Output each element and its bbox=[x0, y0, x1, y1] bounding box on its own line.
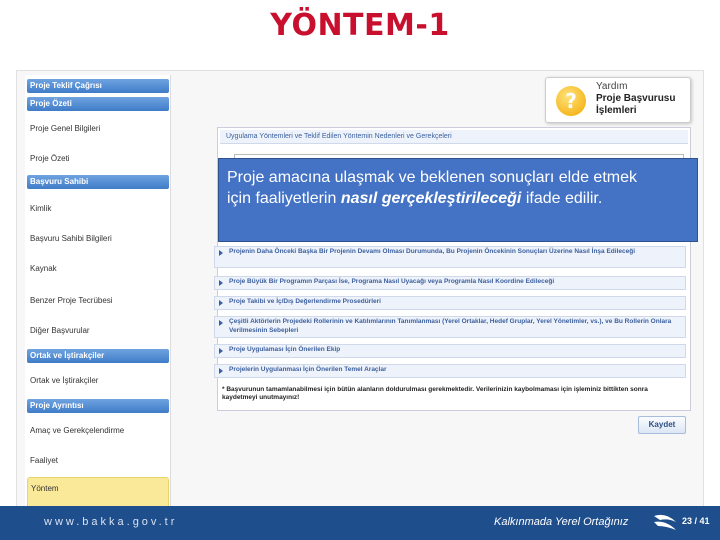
expand-arrow-icon bbox=[219, 368, 223, 374]
expand-arrow-icon bbox=[219, 300, 223, 306]
section-program-parcasi[interactable] bbox=[214, 276, 686, 290]
save-button[interactable] bbox=[638, 416, 686, 434]
expand-arrow-icon bbox=[219, 250, 223, 256]
sidebar-item-kaynak[interactable]: Kaynak bbox=[30, 264, 57, 273]
section-aktorlerin-rolleri[interactable] bbox=[214, 316, 686, 338]
agency-logo-icon bbox=[652, 510, 678, 536]
sidebar-item-basvuru-sahibi-header[interactable]: Başvuru Sahibi bbox=[27, 175, 169, 189]
callout-line2-c: ifade edilir. bbox=[521, 190, 603, 207]
expand-arrow-icon bbox=[219, 280, 223, 286]
help-label: Yardım bbox=[596, 81, 628, 92]
sidebar-item-faaliyet[interactable]: Faaliyet bbox=[30, 456, 59, 465]
save-button-label: Kaydet bbox=[648, 420, 676, 429]
callout-line2-a: için faaliyetlerin bbox=[227, 190, 341, 207]
form-section-header[interactable]: Uygulama Yöntemleri ve Teklif Edilen Yöntemin Nedenleri ve Gerekçeleri bbox=[220, 130, 688, 144]
expand-arrow-icon bbox=[219, 348, 223, 354]
section-label: Çeşitli Aktörlerin Projedeki Rollerinin ve Katılımlarının Tanımlanması (Yerel Ortaklar, Hedef Gruplar, Yerel Yönetimler, vs.), ve Bu Rollerin Onlara Verilmesinin Sebepleri bbox=[229, 318, 672, 334]
sidebar-item-proje-genel-bilgileri[interactable]: Proje Genel Bilgileri bbox=[30, 124, 101, 133]
callout-line2-emphasis: nasıl gerçekleştirileceği bbox=[340, 190, 522, 207]
help-title: Proje Başvurusu İşlemleri bbox=[596, 93, 676, 116]
section-label: Projenin Daha Önceki Başka Bir Projenin Devamı Olması Durumunda, Bu Projenin Öncekinin Sonuçları Üzerine Nasıl İnşa Edileceği bbox=[229, 248, 636, 255]
sidebar-item-kimlik[interactable]: Kimlik bbox=[30, 204, 52, 213]
callout-line1: Proje amacına ulaşmak ve beklenen sonuçları elde etmek bbox=[227, 169, 637, 186]
section-label: Proje Uygulaması İçin Önerilen Ekip bbox=[229, 346, 341, 353]
section-label: Proje Büyük Bir Programın Parçası İse, Programa Nasıl Uyacağı veya Programla Nasıl Koordine Edileceği bbox=[229, 278, 555, 285]
question-icon: ? bbox=[556, 86, 586, 116]
footer-slogan: Kalkınmada Yerel Ortağınız bbox=[494, 516, 629, 528]
page-number: 23 / 41 bbox=[682, 516, 710, 526]
sidebar-item-diger-basvurular[interactable]: Diğer Başvurular bbox=[30, 326, 90, 335]
explanation-callout bbox=[218, 158, 698, 242]
expand-arrow-icon bbox=[219, 320, 223, 326]
sidebar-item-yontem[interactable]: Yöntem bbox=[27, 477, 169, 509]
section-label: Proje Takibi ve İç/Dış Değerlendirme Prosedürleri bbox=[229, 298, 381, 305]
sidebar-item-proje-ozeti[interactable]: Proje Özeti bbox=[30, 154, 70, 163]
sidebar bbox=[25, 75, 171, 509]
sidebar-item-ortak-ve-istirakciler-header[interactable]: Ortak ve İştirakçiler bbox=[27, 349, 169, 363]
help-box[interactable] bbox=[545, 77, 691, 123]
footer-url[interactable]: www.bakka.gov.tr bbox=[44, 516, 178, 528]
callout-text bbox=[227, 167, 693, 209]
footer-bar bbox=[0, 506, 720, 540]
section-label: Projelerin Uygulanması İçin Önerilen Temel Araçlar bbox=[229, 366, 387, 373]
slide-title: YÖNTEM-1 bbox=[270, 8, 450, 43]
section-onceki-proje[interactable] bbox=[214, 246, 686, 268]
sidebar-item-amac-ve-gerekcelendirme[interactable]: Amaç ve Gerekçelendirme bbox=[30, 426, 125, 435]
sidebar-item-benzer-proje-tecrubesi[interactable]: Benzer Proje Tecrübesi bbox=[30, 296, 113, 305]
app-screenshot bbox=[16, 70, 704, 512]
section-temel-araclar[interactable] bbox=[214, 364, 686, 378]
form-note: * Başvurunun tamamlanabilmesi için bütün alanların doldurulması gerekmektedir. Verilerinizin kaybolmaması için işleminiz bittikten sonra kaydetmeyi unutmayınız! bbox=[222, 386, 648, 401]
section-onerilen-ekip[interactable] bbox=[214, 344, 686, 358]
sidebar-item-proje-ozeti-header[interactable]: Proje Özeti bbox=[27, 97, 169, 111]
sidebar-item-proje-ayrintisi-header[interactable]: Proje Ayrıntısı bbox=[27, 399, 169, 413]
sidebar-item-basvuru-sahibi-bilgileri[interactable]: Başvuru Sahibi Bilgileri bbox=[30, 234, 112, 243]
section-proje-takibi[interactable] bbox=[214, 296, 686, 310]
sidebar-item-proje-teklif-cagrisi[interactable]: Proje Teklif Çağrısı bbox=[27, 79, 169, 93]
sidebar-item-ortak-ve-istirakciler[interactable]: Ortak ve İştirakçiler bbox=[30, 376, 99, 385]
